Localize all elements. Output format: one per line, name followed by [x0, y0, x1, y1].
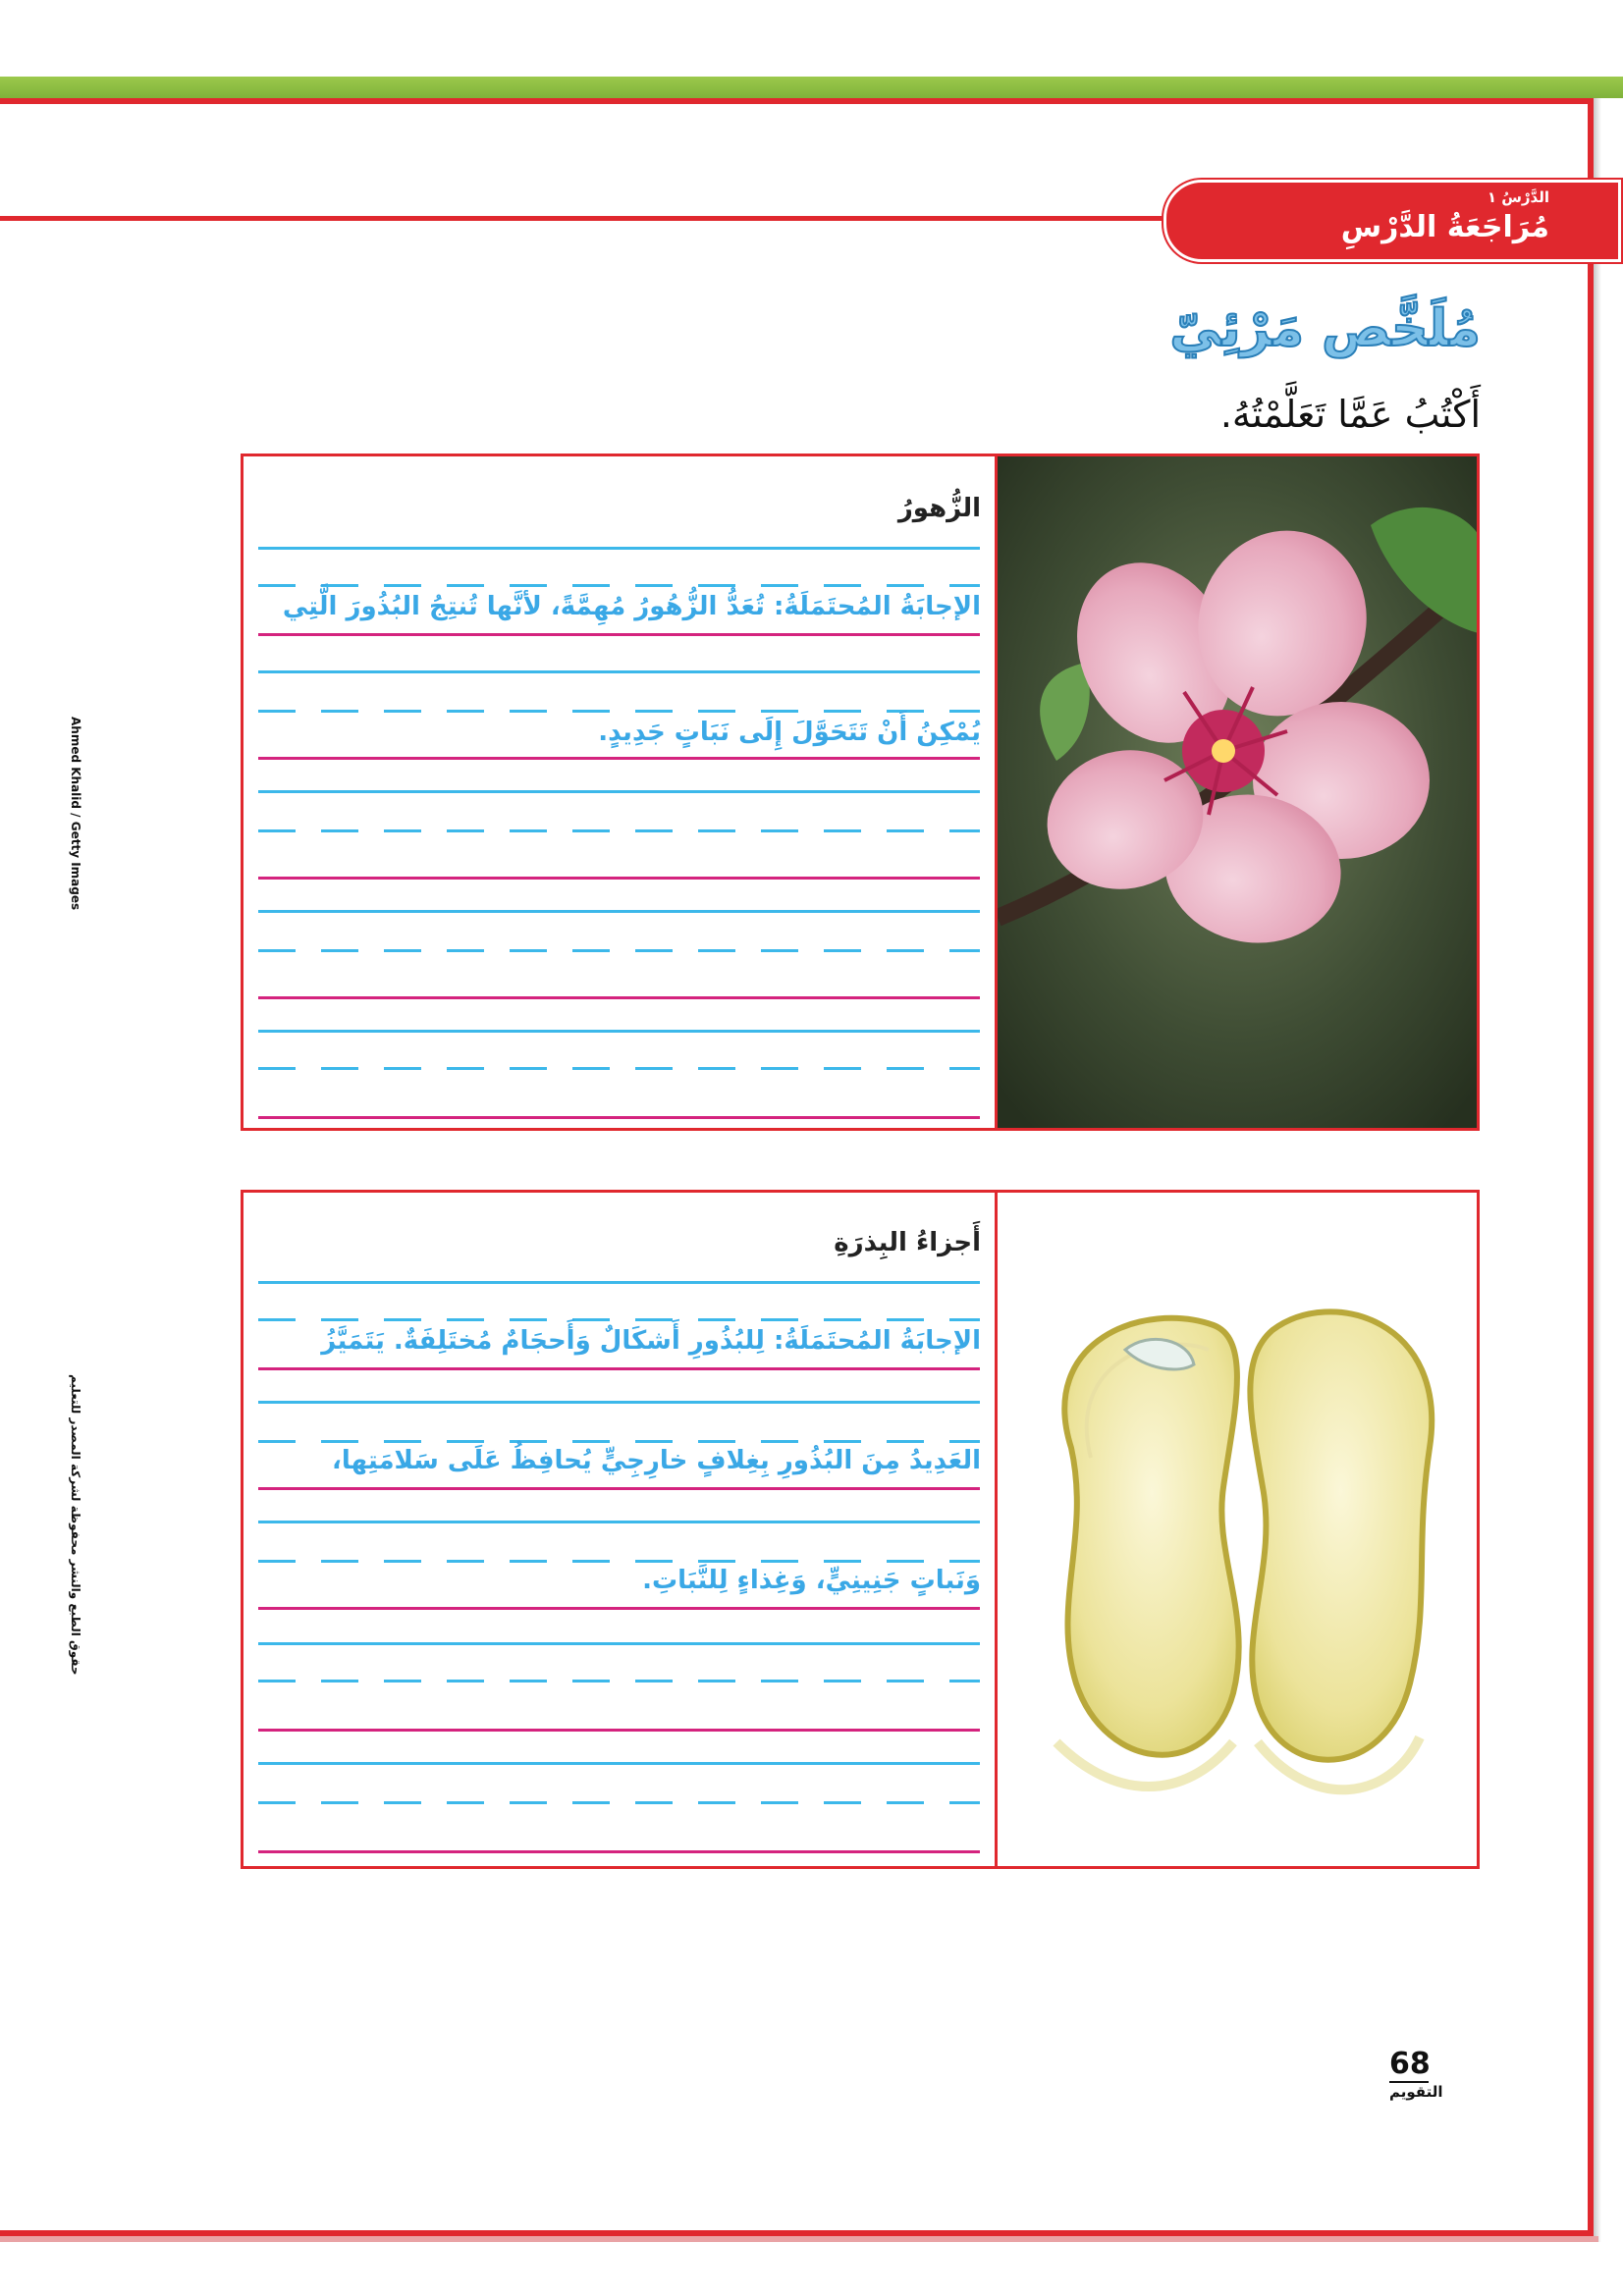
copyright-note: حقوق الطبع والنشر محفوظة لشركة المصدر للتعليم [69, 1374, 82, 1676]
flowers-title: الزُّهورُ [897, 494, 981, 523]
page-edge-shadow [1594, 98, 1601, 2242]
seed-answer-line-1: الإجابَةُ المُحتَمَلَةُ: لِلبُذُورِ أَشكَالٌ وَأَحجَامٌ مُختَلِفَةٌ. يَتَمَيَّزُ [321, 1326, 981, 1356]
photo-credit: Ahmed Khalid / Getty Images [69, 717, 82, 911]
guide-line [258, 547, 980, 550]
page-number: 68 [1389, 2047, 1431, 2081]
guide-dash [258, 1560, 980, 1563]
guide-line [258, 1030, 980, 1033]
guide-dash [258, 710, 980, 713]
guide-baseline [258, 1850, 980, 1853]
guide-baseline [258, 633, 980, 636]
top-green-band [0, 77, 1623, 98]
flowers-answer-line-1: الإجابَةُ المُحتَمَلَةُ: تُعَدُّ الزُّهُورُ مُهِمَّةً، لأنَّها تُنتِجُ البُذُورَ الَّتِي [282, 592, 981, 621]
header-rule [0, 216, 1178, 221]
lesson-label: الدَّرْسُ ١ [1487, 188, 1549, 206]
guide-line [258, 790, 980, 793]
frame-bottom-shadow [0, 2236, 1598, 2242]
guide-dash [258, 949, 980, 952]
guide-line [258, 1401, 980, 1404]
lesson-review-title: مُرَاجَعَةُ الدَّرْسِ [1340, 210, 1549, 244]
lesson-review-tab [1163, 180, 1621, 262]
guide-dash [258, 1318, 980, 1321]
guide-dash [258, 1440, 980, 1443]
seed-answer-line-3: وَنَباتٍ جَنِينِيٍّ، وَغِذاءٍ لِلنَّبَاتِ. [642, 1566, 981, 1595]
flowers-answer-line-2: يُمْكِنُ أَنْ تَتَحَوَّلَ إِلَى نَبَاتٍ جَدِيدٍ. [598, 718, 981, 747]
guide-dash [258, 1801, 980, 1804]
guide-dash [258, 1067, 980, 1070]
guide-baseline [258, 1729, 980, 1732]
guide-dash [258, 1680, 980, 1682]
guide-line [258, 1281, 980, 1284]
seed-illustration-icon [998, 1193, 1477, 1866]
seed-parts-title: أَجزاءُ البِذرَةِ [834, 1228, 981, 1257]
guide-line [258, 1762, 980, 1765]
guide-baseline [258, 1116, 980, 1119]
guide-line [258, 1642, 980, 1645]
page-title: مُلَخَّص مَرْئِيّ [1169, 299, 1481, 358]
guide-baseline [258, 757, 980, 760]
flower-photo-icon [998, 456, 1477, 1128]
guide-baseline [258, 1607, 980, 1610]
guide-baseline [258, 877, 980, 880]
seed-parts-section [241, 1190, 1480, 1869]
guide-line [258, 670, 980, 673]
page-label: التقويم [1389, 2083, 1443, 2101]
guide-dash [258, 829, 980, 832]
instruction-text: أَكْتُبُ عَمَّا تَعَلَّمْتُهُ. [1219, 393, 1481, 436]
guide-baseline [258, 1367, 980, 1370]
guide-line [258, 910, 980, 913]
flowers-section [241, 454, 1480, 1131]
guide-line [258, 1521, 980, 1523]
guide-baseline [258, 1487, 980, 1490]
guide-baseline [258, 996, 980, 999]
guide-dash [258, 584, 980, 587]
seed-answer-line-2: العَدِيدُ مِنَ البُذُورِ بِغِلافٍ خارِجِيٍّ يُحافِظُ عَلَى سَلامَتِها، [332, 1446, 981, 1475]
